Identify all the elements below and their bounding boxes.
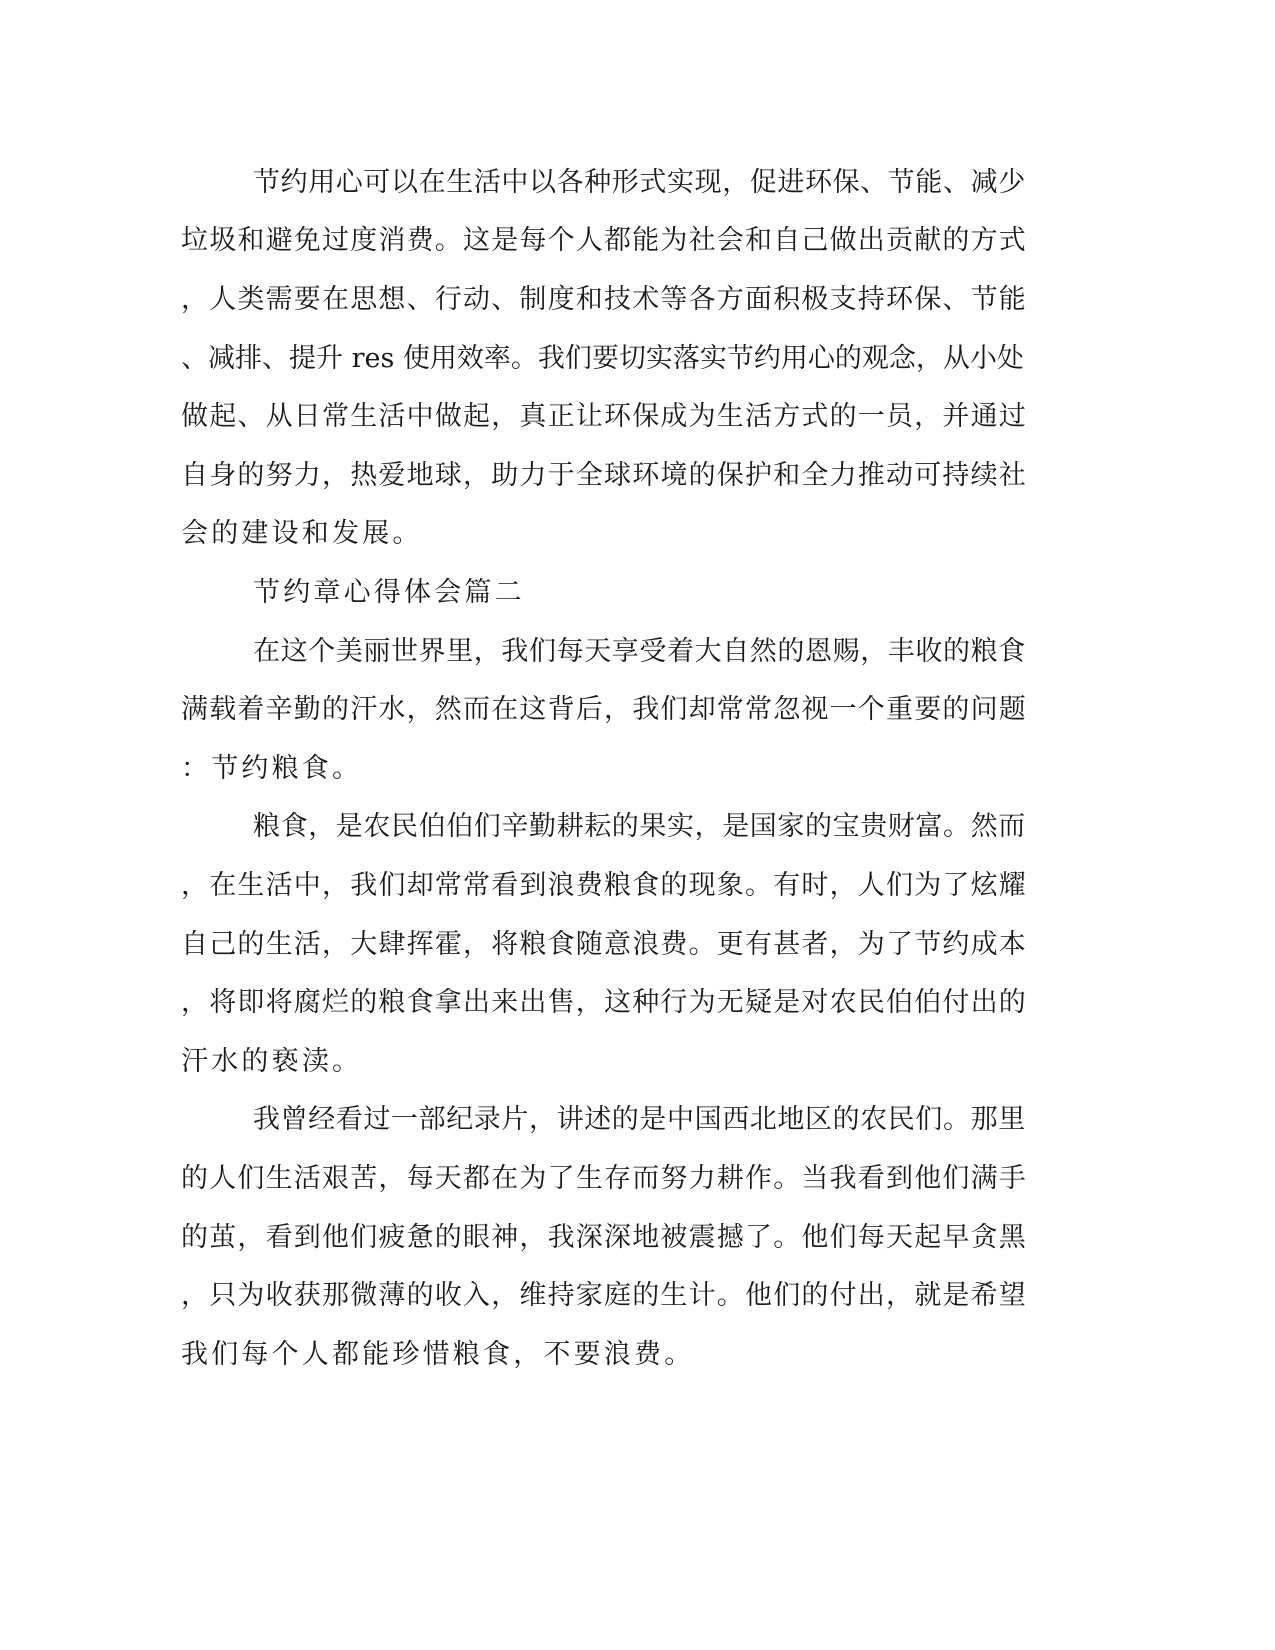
text-line: ，将即将腐烂的粮食拿出来出售，这种行为无疑是对农民伯伯付出的 [181, 987, 1027, 1018]
text-line: ，在生活中，我们却常常看到浪费粮食的现象。有时，人们为了炫耀 [181, 870, 1027, 901]
text-line: 垃圾和避免过度消费。这是每个人都能为社会和自己做出贡献的方式 [181, 225, 1027, 256]
text-line: 我曾经看过一部纪录片，讲述的是中国西北地区的农民们。那里 [253, 1104, 1026, 1135]
text-line: ，人类需要在思想、行动、制度和技术等各方面积极支持环保、节能 [181, 284, 1027, 315]
text-line: 自己的生活，大肆挥霍，将粮食随意浪费。更有甚者，为了节约成本 [181, 929, 1027, 960]
text-line: ：节约粮食。 [181, 753, 363, 784]
text-line: 在这个美丽世界里，我们每天享受着大自然的恩赐，丰收的粮食 [253, 636, 1026, 667]
text-line: 自身的努力，热爱地球，助力于全球环境的保护和全力推动可持续社 [181, 460, 1027, 491]
text-line: 会的建设和发展。 [181, 518, 423, 549]
text-line: 的人们生活艰苦，每天都在为了生存而努力耕作。当我看到他们满手 [181, 1163, 1027, 1194]
text-line: 满载着辛勤的汗水，然而在这背后，我们却常常忽视一个重要的问题 [181, 694, 1027, 725]
text-line: 、减排、提升 res 使用效率。我们要切实落实节约用心的观念，从小处 [181, 343, 1024, 374]
text-line: 我们每个人都能珍惜粮食，不要浪费。 [181, 1339, 695, 1370]
text-line: ，只为收获那微薄的收入，维持家庭的生计。他们的付出，就是希望 [181, 1280, 1027, 1311]
text-line: 粮食，是农民伯伯们辛勤耕耘的果实，是国家的宝贵财富。然而 [253, 811, 1026, 842]
text-line: 做起、从日常生活中做起，真正让环保成为生活方式的一员，并通过 [181, 401, 1027, 432]
text-line: 汗水的亵渎。 [181, 1046, 363, 1077]
text-line: 的茧，看到他们疲惫的眼神，我深深地被震撼了。他们每天起早贪黑 [181, 1222, 1027, 1253]
section-heading: 节约章心得体会篇二 [253, 577, 525, 608]
text-line: 节约用心可以在生活中以各种形式实现，促进环保、节能、减少 [253, 167, 1026, 198]
